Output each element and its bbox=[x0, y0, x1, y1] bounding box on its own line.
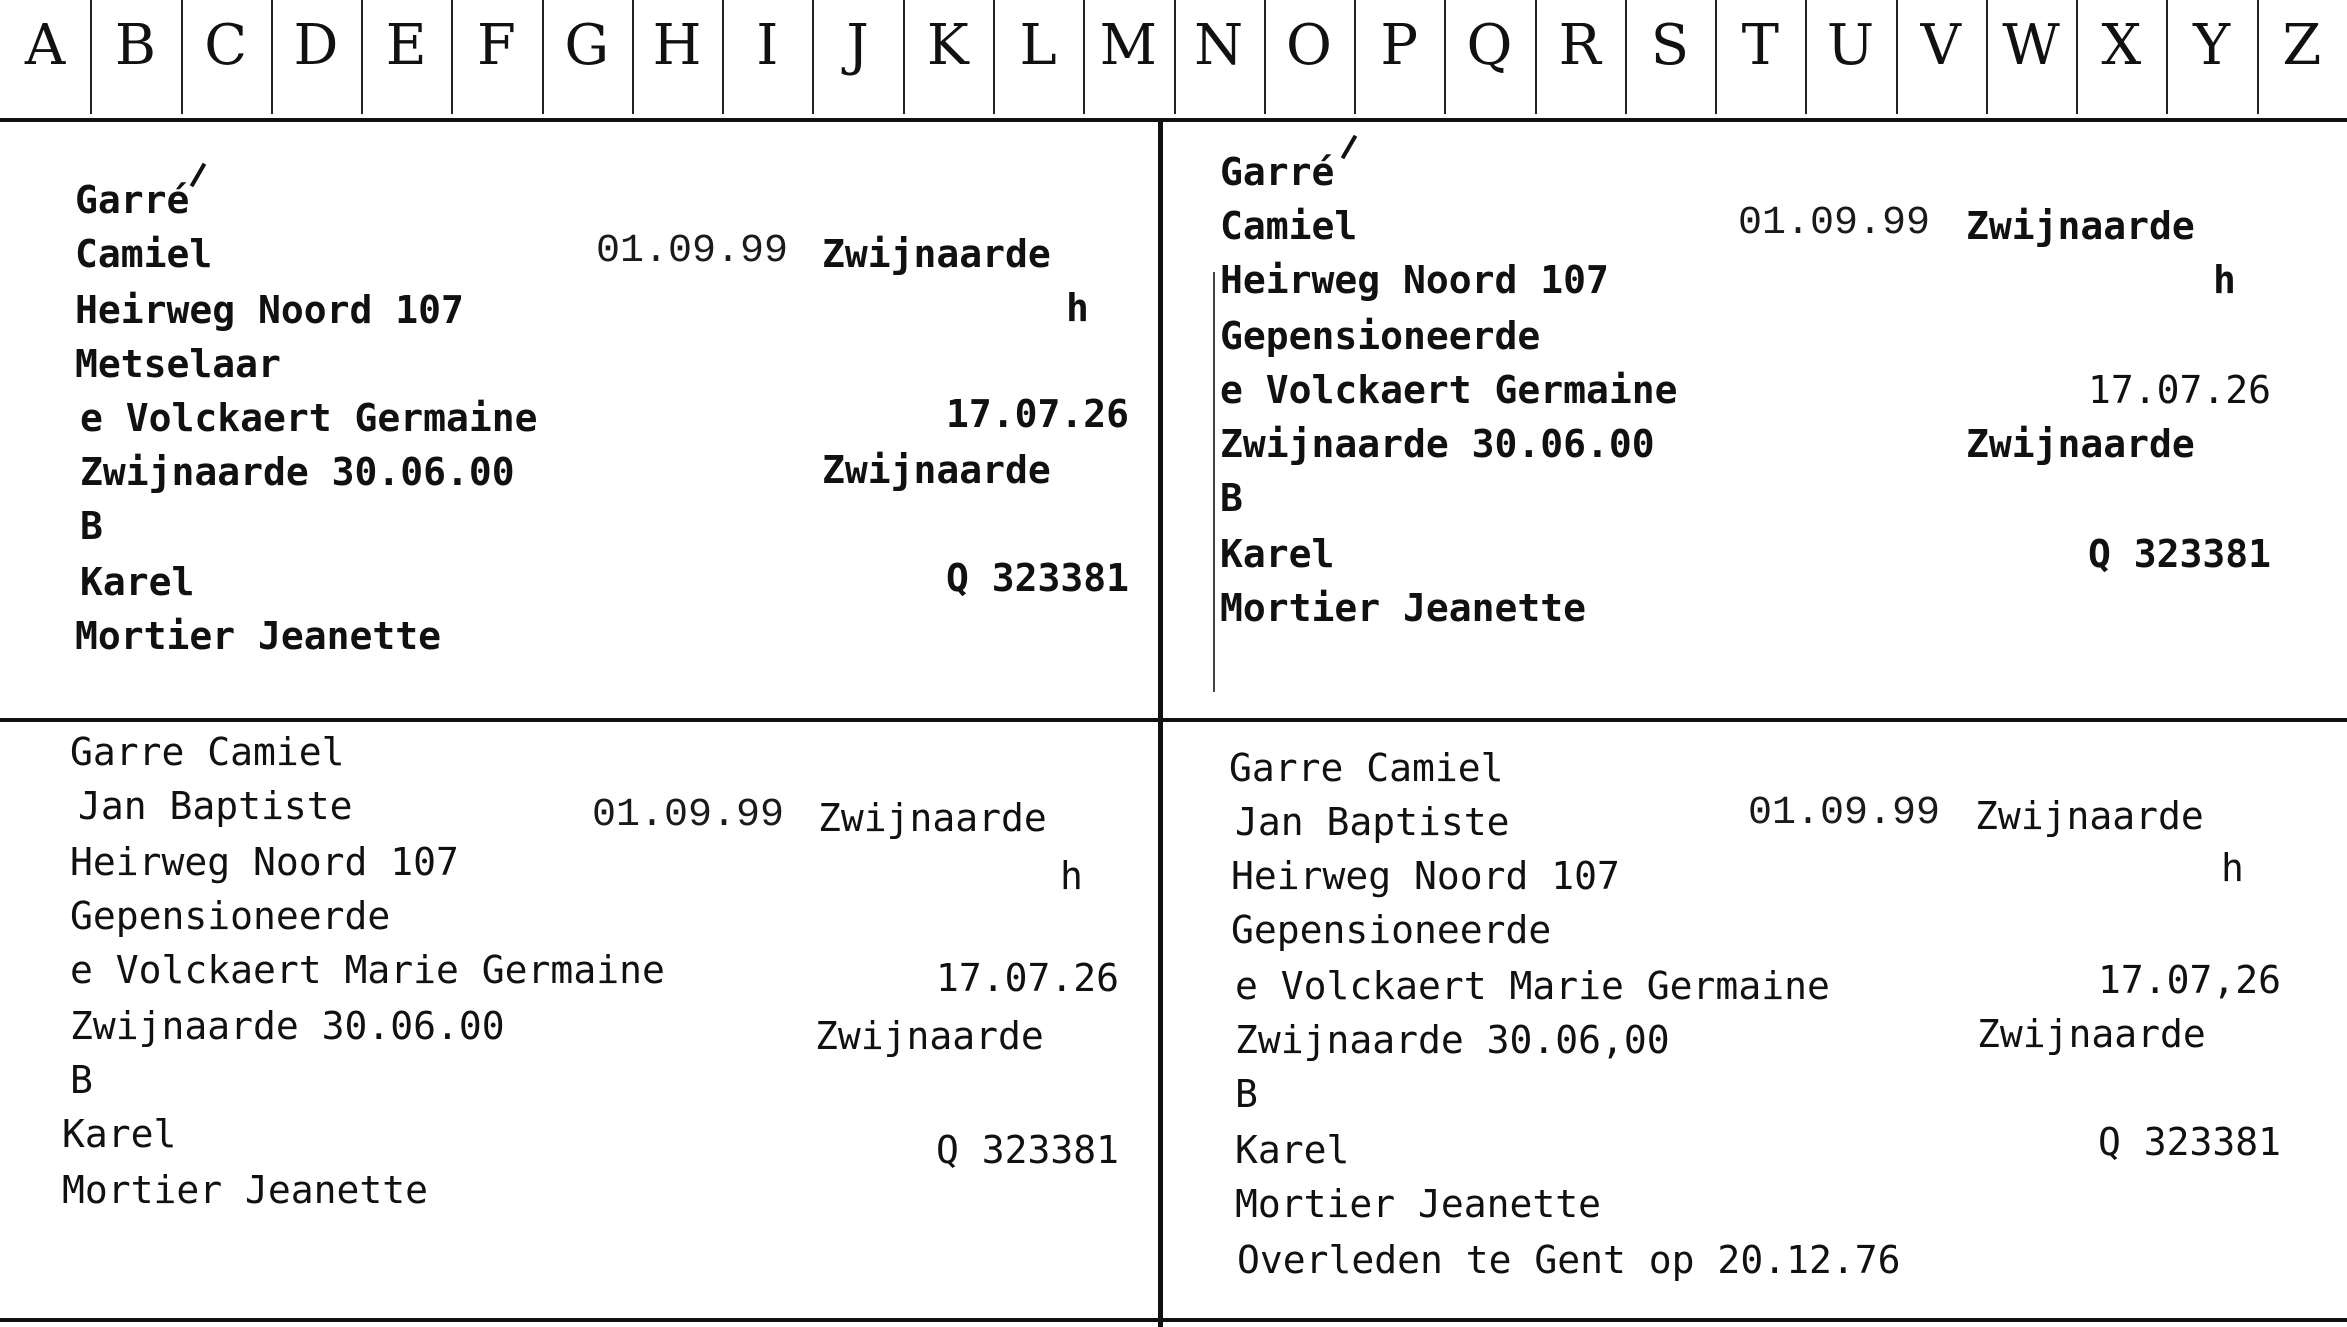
index-letter-g: G bbox=[564, 13, 610, 78]
spouse: e Volckaert Marie Germaine bbox=[1235, 964, 1830, 1008]
index-separator bbox=[361, 0, 363, 114]
id-number: Q 323381 bbox=[946, 556, 1130, 600]
record-card-bottom-right bbox=[1163, 722, 2347, 1318]
index-separator bbox=[812, 0, 814, 114]
father-name: Karel bbox=[62, 1112, 177, 1156]
birth-date: 01.09.99 bbox=[596, 229, 789, 274]
index-letter-s: S bbox=[1650, 13, 1690, 78]
marriage: Zwijnaarde 30.06.00 bbox=[80, 450, 515, 494]
id-number: Q 323381 bbox=[2088, 532, 2272, 576]
index-separator bbox=[1174, 0, 1176, 114]
index-letter-j: J bbox=[846, 13, 869, 78]
record-card-top-right bbox=[1163, 122, 2347, 718]
index-separator bbox=[722, 0, 724, 114]
index-letter-u: U bbox=[1826, 13, 1875, 78]
accent-mark bbox=[1341, 135, 1357, 160]
spouse: e Volckaert Germaine bbox=[80, 396, 538, 440]
spouse-date: 17.07.26 bbox=[946, 392, 1130, 436]
occupation: Gepensioneerde bbox=[1220, 314, 1541, 358]
index-letter-f: F bbox=[477, 13, 516, 78]
index-separator bbox=[1083, 0, 1085, 114]
id-number: Q 323381 bbox=[936, 1128, 1120, 1172]
index-separator bbox=[2257, 0, 2259, 114]
address: Heirweg Noord 107 bbox=[1220, 258, 1609, 302]
occupation: Metselaar bbox=[75, 342, 281, 386]
index-separator bbox=[1896, 0, 1898, 114]
spouse: e Volckaert Marie Germaine bbox=[70, 948, 665, 992]
birth-date: 01.09.99 bbox=[1748, 791, 1941, 836]
first-name: Camiel bbox=[75, 232, 213, 276]
margin-rule bbox=[1213, 272, 1215, 692]
address: Heirweg Noord 107 bbox=[70, 840, 459, 884]
birth-date: 01.09.99 bbox=[1738, 201, 1931, 246]
category-code: B bbox=[1220, 476, 1243, 520]
index-letter-n: N bbox=[1194, 13, 1244, 78]
full-name: Garre Camiel bbox=[70, 730, 345, 774]
marriage: Zwijnaarde 30.06,00 bbox=[1235, 1018, 1670, 1062]
index-letter-z: Z bbox=[2282, 13, 2322, 78]
index-letter-r: R bbox=[1558, 13, 1601, 78]
father-name: Karel bbox=[1220, 532, 1335, 576]
marriage: Zwijnaarde 30.06.00 bbox=[1220, 422, 1655, 466]
index-separator bbox=[1986, 0, 1988, 114]
address-code: h bbox=[2213, 258, 2236, 302]
second-name: Jan Baptiste bbox=[1235, 800, 1510, 844]
birth-place: Zwijnaarde bbox=[822, 232, 1051, 276]
index-letter-o: O bbox=[1285, 13, 1332, 78]
address-code: h bbox=[2221, 846, 2244, 890]
index-letter-q: Q bbox=[1466, 13, 1513, 78]
occupation: Gepensioneerde bbox=[1231, 908, 1552, 952]
first-name: Camiel bbox=[1220, 204, 1358, 248]
mother-name: Mortier Jeanette bbox=[75, 614, 442, 658]
index-separator bbox=[1805, 0, 1807, 114]
mother-name: Mortier Jeanette bbox=[1220, 586, 1587, 630]
address: Heirweg Noord 107 bbox=[1231, 854, 1620, 898]
marriage: Zwijnaarde 30.06.00 bbox=[70, 1004, 505, 1048]
index-separator bbox=[1535, 0, 1537, 114]
marriage-place: Zwijnaarde bbox=[815, 1014, 1044, 1058]
index-letter-k: K bbox=[926, 13, 969, 78]
index-letter-l: L bbox=[1019, 13, 1057, 78]
index-letter-v: V bbox=[1920, 13, 1961, 78]
death-note: Overleden te Gent op 20.12.76 bbox=[1237, 1238, 1901, 1282]
index-separator bbox=[271, 0, 273, 114]
marriage-place: Zwijnaarde bbox=[1977, 1012, 2206, 1056]
index-letter-d: D bbox=[293, 13, 339, 78]
index-separator bbox=[1715, 0, 1717, 114]
occupation: Gepensioneerde bbox=[70, 894, 391, 938]
index-letter-c: C bbox=[204, 13, 248, 78]
index-separator bbox=[90, 0, 92, 114]
birth-place: Zwijnaarde bbox=[1966, 204, 2195, 248]
index-separator bbox=[993, 0, 995, 114]
address: Heirweg Noord 107 bbox=[75, 288, 464, 332]
index-separator bbox=[2076, 0, 2078, 114]
index-letter-h: H bbox=[652, 13, 702, 78]
spouse: e Volckaert Germaine bbox=[1220, 368, 1678, 412]
marriage-place: Zwijnaarde bbox=[822, 448, 1051, 492]
address-code: h bbox=[1066, 286, 1089, 330]
category-code: B bbox=[1235, 1072, 1258, 1116]
mother-name: Mortier Jeanette bbox=[1235, 1182, 1602, 1226]
id-number: Q 323381 bbox=[2098, 1120, 2282, 1164]
index-letter-p: P bbox=[1380, 13, 1418, 78]
marriage-place: Zwijnaarde bbox=[1966, 422, 2195, 466]
index-letter-a: A bbox=[24, 13, 66, 78]
index-letter-e: E bbox=[385, 13, 427, 78]
index-separator bbox=[903, 0, 905, 114]
spouse-date: 17.07,26 bbox=[2098, 958, 2282, 1002]
index-letter-y: Y bbox=[2193, 13, 2231, 78]
index-letter-w: W bbox=[2002, 13, 2060, 78]
index-letter-x: X bbox=[2101, 13, 2142, 78]
father-name: Karel bbox=[80, 560, 195, 604]
full-name: Garre Camiel bbox=[1229, 746, 1504, 790]
address-code: h bbox=[1060, 854, 1083, 898]
card-bottom-edge-right bbox=[1163, 1318, 2347, 1322]
father-name: Karel bbox=[1235, 1128, 1350, 1172]
index-separator bbox=[632, 0, 634, 114]
index-letter-b: B bbox=[114, 13, 156, 78]
index-letter-m: M bbox=[1099, 13, 1158, 78]
birth-date: 01.09.99 bbox=[592, 793, 785, 838]
index-separator bbox=[1444, 0, 1446, 114]
alphabet-index-bar bbox=[0, 0, 2347, 122]
index-separator bbox=[1625, 0, 1627, 114]
mother-name: Mortier Jeanette bbox=[62, 1168, 429, 1212]
card-bottom-edge-left bbox=[0, 1318, 1158, 1322]
accent-mark bbox=[190, 163, 206, 188]
category-code: B bbox=[80, 504, 103, 548]
index-separator bbox=[1354, 0, 1356, 114]
surname: Garré bbox=[1220, 150, 1335, 194]
surname: Garré bbox=[75, 178, 190, 222]
index-letter-t: T bbox=[1741, 13, 1779, 78]
index-letter-i: I bbox=[756, 13, 779, 78]
record-card-bottom-left bbox=[0, 722, 1158, 1318]
birth-place: Zwijnaarde bbox=[818, 796, 1047, 840]
record-card-top-left bbox=[0, 122, 1158, 718]
index-separator bbox=[181, 0, 183, 114]
spouse-date: 17.07.26 bbox=[936, 956, 1120, 1000]
category-code: B bbox=[70, 1058, 93, 1102]
spouse-date: 17.07.26 bbox=[2088, 368, 2272, 412]
index-separator bbox=[542, 0, 544, 114]
index-separator bbox=[1264, 0, 1266, 114]
index-separator bbox=[451, 0, 453, 114]
birth-place: Zwijnaarde bbox=[1975, 794, 2204, 838]
index-separator bbox=[2166, 0, 2168, 114]
second-name: Jan Baptiste bbox=[78, 784, 353, 828]
